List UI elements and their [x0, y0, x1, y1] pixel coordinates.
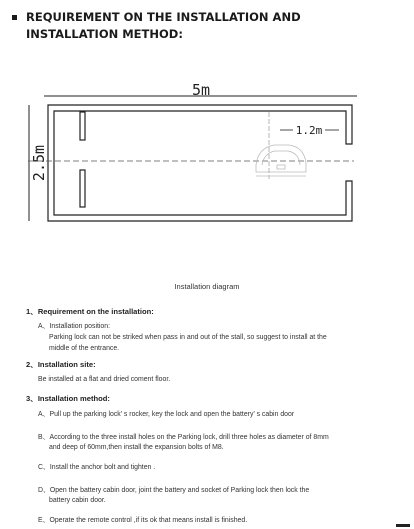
height-label: 2.5m	[30, 144, 48, 182]
section-heading	[12, 9, 332, 43]
parking-lock-icon	[256, 145, 306, 176]
step-e: E、Operate the remote control ,if its ok that means install is finished.	[38, 517, 248, 524]
step-b-line-2: and deep of 60mm,then install the expansion bolts of M8.	[49, 444, 224, 451]
section-1-title: 1、Requirement on the installation:	[26, 307, 154, 316]
diagram-caption: Installation diagram	[174, 282, 240, 291]
width-label: 5m	[191, 81, 211, 99]
step-a: A、Pull up the parking lock’ s rocker, key the lock and open the battery’ s cabin door	[38, 411, 295, 418]
section-2-text: Be installed at a flat and dried coment floor.	[38, 376, 171, 383]
bullet-icon	[12, 15, 17, 20]
section-3-title: 3、Installation method:	[26, 394, 110, 403]
section-1-subtitle: A、Installation position:	[38, 323, 111, 330]
step-d-line-2: battery cabin door.	[49, 497, 106, 504]
marker-top	[80, 112, 85, 140]
offset-label: 1.2m	[295, 124, 323, 137]
heading-line-2: INSTALLATION METHOD:	[26, 27, 183, 41]
page-corner-mark	[396, 524, 410, 527]
section-2-title: 2、Installation site:	[26, 360, 96, 369]
step-c: C、Install the anchor bolt and tighten .	[38, 464, 156, 471]
marker-bottom	[80, 170, 85, 207]
step-b-line-1: B、According to the three install holes on the Parking lock, drill three holes as diameter of 8mm	[38, 434, 329, 441]
step-d-line-1: D、Open the battery cabin door, joint the battery and socket of Parking lock then lock the	[38, 487, 310, 494]
section-1-text-2: middle of the entrance.	[49, 345, 120, 352]
heading-line-1: REQUIREMENT ON THE INSTALLATION AND	[26, 10, 301, 24]
installation-diagram	[0, 75, 414, 275]
section-1-text-1: Parking lock can not be striked when pass in and out of the stall, so suggest to install at the	[49, 334, 327, 341]
